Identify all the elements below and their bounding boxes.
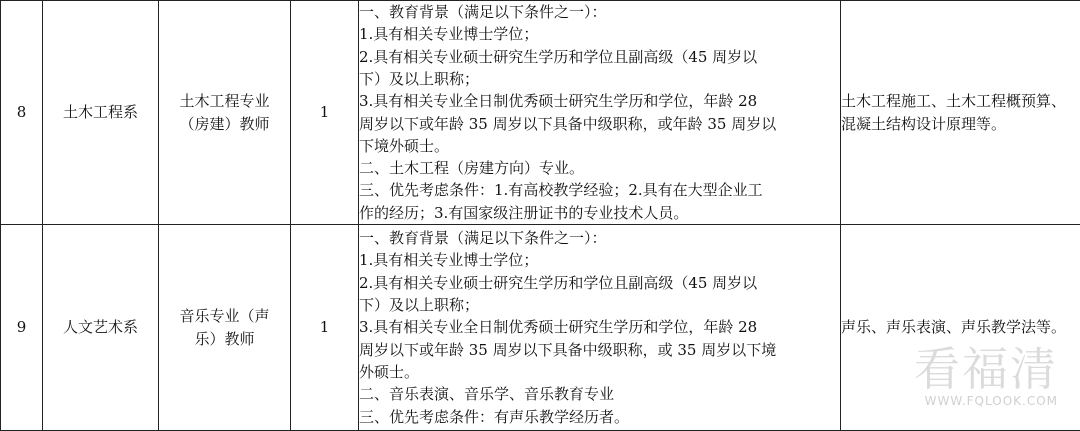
watermark-url: WWW.FQLOOK.COM — [914, 394, 1058, 408]
position — [159, 225, 291, 431]
requirement-line: 外硕士。 — [359, 361, 840, 383]
courses: 土木工程施工、土木工程概预算、混凝土结构设计原理等。 — [841, 1, 1080, 225]
position-line: 乐）教师 — [159, 328, 290, 350]
requirement-line: 周岁以下或年龄 35 周岁以下具备中级职称，或年龄 35 周岁以 — [359, 113, 840, 135]
position-line: （房建）教师 — [159, 113, 290, 135]
requirement-line: 下）及以上职称； — [359, 68, 840, 90]
requirement-line: 二、土木工程（房建方向）专业。 — [359, 157, 840, 179]
requirement-line: 2.具有相关专业硕士研究生学历和学位且副高级（45 周岁以 — [359, 46, 840, 68]
headcount: 1 — [291, 1, 359, 225]
row-number: 8 — [1, 1, 43, 225]
requirement-line: 一、教育背景（满足以下条件之一）： — [359, 1, 840, 23]
table-row — [1, 225, 1080, 431]
requirement-line: 二、音乐表演、音乐学、音乐教育专业 — [359, 383, 840, 405]
requirements — [359, 1, 841, 225]
position-line: 土木工程专业 — [159, 90, 290, 112]
requirement-line: 2.具有相关专业硕士研究生学历和学位且副高级（45 周岁以 — [359, 272, 840, 294]
requirement-line: 三、优先考虑条件：有声乐教学经历者。 — [359, 406, 840, 428]
headcount: 1 — [291, 225, 359, 431]
requirement-line: 3.具有相关专业全日制优秀硕士研究生学历和学位，年龄 28 — [359, 316, 840, 338]
position-line: 音乐专业（声 — [159, 305, 290, 327]
requirement-line: 1.具有相关专业博士学位； — [359, 249, 840, 271]
requirement-line: 周岁以下或年龄 35 周岁以下具备中级职称，或 35 周岁以下境 — [359, 339, 840, 361]
position — [159, 1, 291, 225]
department: 人文艺术系 — [43, 225, 159, 431]
table-row — [1, 1, 1080, 225]
requirement-line: 下）及以上职称； — [359, 294, 840, 316]
watermark-logo: 看福清 — [914, 344, 1058, 394]
requirements — [359, 225, 841, 431]
requirement-line: 作的经历；3.有国家级注册证书的专业技术人员。 — [359, 202, 840, 224]
requirement-line: 一、教育背景（满足以下条件之一）： — [359, 227, 840, 249]
department: 土木工程系 — [43, 1, 159, 225]
requirement-line: 下境外硕士。 — [359, 135, 840, 157]
row-number: 9 — [1, 225, 43, 431]
requirement-line: 1.具有相关专业博士学位； — [359, 23, 840, 45]
requirement-line: 三、优先考虑条件：1.有高校教学经验；2.具有在大型企业工 — [359, 179, 840, 201]
requirement-line: 3.具有相关专业全日制优秀硕士研究生学历和学位，年龄 28 — [359, 90, 840, 112]
courses: 声乐、声乐表演、声乐教学法等。 — [841, 225, 1080, 431]
